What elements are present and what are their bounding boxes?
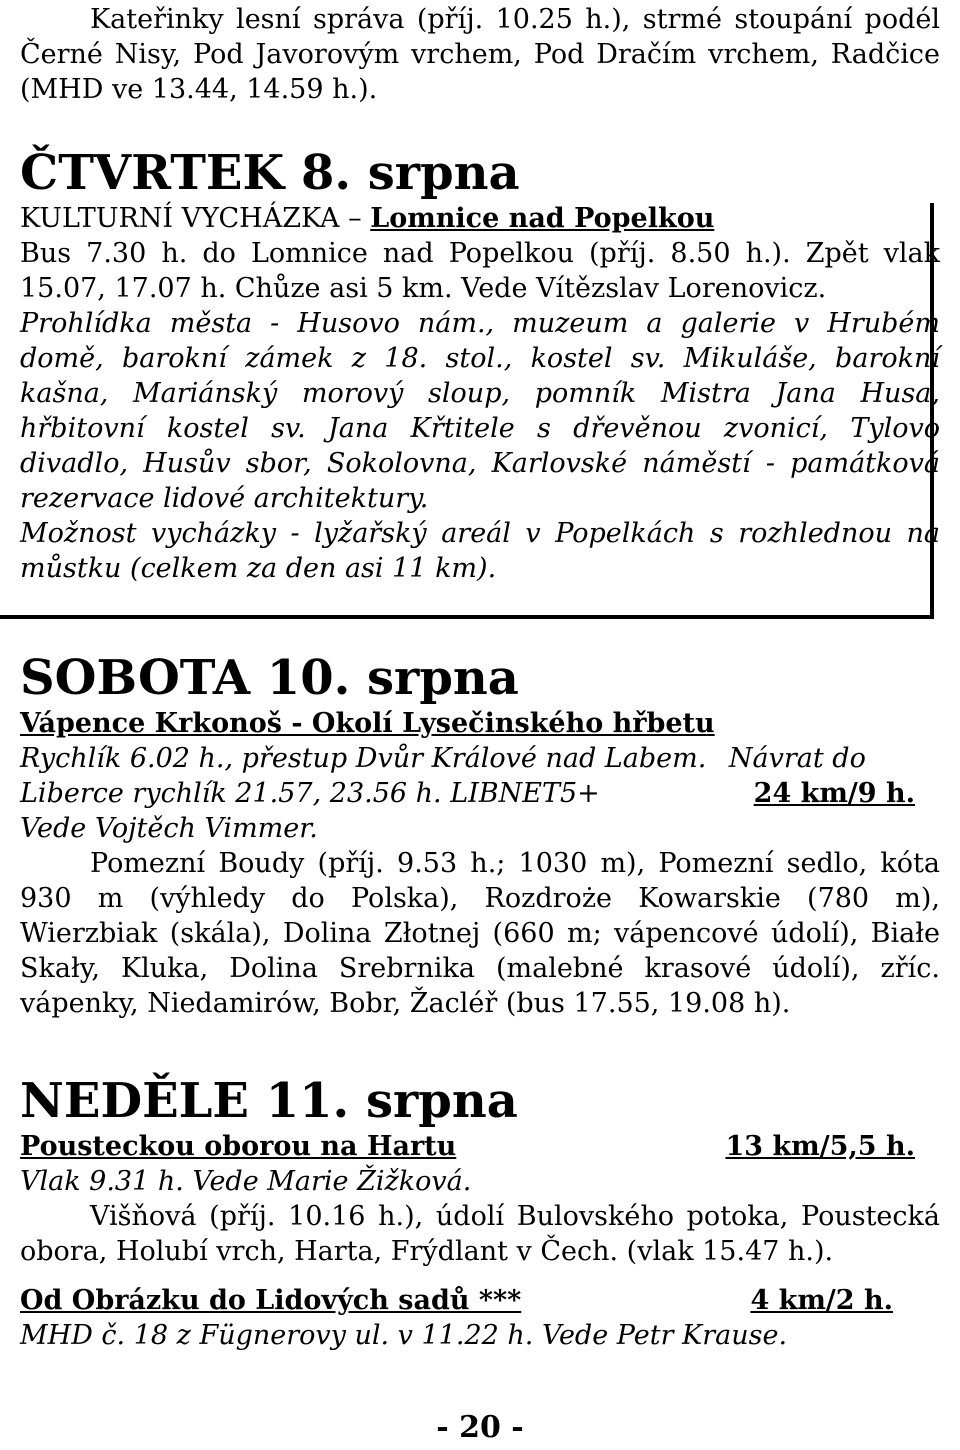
page-number: - 20 -: [436, 1410, 524, 1445]
thursday-frame: [0, 203, 934, 619]
thursday-option: Možnost vycházky - lyžařský areál v Popelkách s rozhlednou na můstku (celkem za den asi 11 km).: [20, 518, 940, 584]
saturday-title: Vápence Krkonoš - Okolí Lysečinského hřbetu: [20, 708, 715, 739]
saturday-route: Pomezní Boudy (příj. 9.53 h.; 1030 m), Pomezní sedlo, kóta 930 m (výhledy do Polska), Rozdroże Kowarskie (780 m), Wierzbiak (skála), Dolina Złotnej (660 m; vápencové údolí), Białe Skały, Kluka, Dolina Srebrnika (malebné krasové údolí), zříc. vápenky, Niedamirów, Bobr, Žacléř (bus 17.55, 19.08 h).: [20, 848, 940, 1019]
saturday-transport-line2: [20, 776, 915, 811]
thursday-title-place: Lomnice nad Popelkou: [370, 203, 715, 234]
saturday-transport-1: Rychlík 6.02 h., přestup Dvůr Králové nad Labem.: [20, 743, 707, 774]
saturday-section: [20, 650, 940, 1021]
saturday-distance: 24 km/9 h.: [753, 778, 915, 809]
thursday-heading: ČTVRTEK 8. srpna: [20, 145, 520, 201]
sunday-trip2-distance: 4 km/2 h.: [750, 1285, 893, 1316]
sunday-trip2-transport: MHD č. 18 z Fügnerovy ul. v 11.22 h. Vede Petr Krause.: [20, 1320, 788, 1351]
saturday-transport-2: Návrat do: [728, 743, 866, 774]
saturday-guide: Vede Vojtěch Vimmer.: [20, 813, 318, 844]
sunday-trip1-transport: Vlak 9.31 h. Vede Marie Žižková.: [20, 1166, 472, 1197]
thursday-title-prefix: KULTURNÍ VYCHÁZKA –: [20, 203, 371, 234]
saturday-transport-3: Liberce rychlík 21.57, 23.56 h. LIBNET5+: [20, 778, 600, 809]
sunday-section: [20, 1073, 940, 1353]
sunday-trip1-header: [20, 1129, 915, 1164]
saturday-heading: SOBOTA 10. srpna: [20, 650, 519, 706]
saturday-transport-line1: [20, 741, 940, 776]
intro-paragraph: Kateřinky lesní správa (příj. 10.25 h.), strmé stoupání podél Černé Nisy, Pod Javorovým vrchem, Pod Dračím vrchem, Radčice (MHD ve 13.44, 14.59 h.).: [20, 4, 940, 105]
thursday-transport: Bus 7.30 h. do Lomnice nad Popelkou (příj. 8.50 h.). Zpět vlak 15.07, 17.07 h. Chůze asi 5 km. Vede Vítězslav Lorenovicz.: [20, 238, 940, 304]
sunday-trip2-title: Od Obrázku do Lidových sadů ***: [20, 1285, 522, 1316]
sunday-heading: NEDĚLE 11. srpna: [20, 1073, 518, 1129]
sunday-trip1-distance: 13 km/5,5 h.: [725, 1131, 915, 1162]
sunday-trip1-route: Višňová (příj. 10.16 h.), údolí Bulovského potoka, Poustecká obora, Holubí vrch, Harta, Frýdlant v Čech. (vlak 15.47 h.).: [20, 1201, 940, 1267]
sunday-trip2-header: [20, 1283, 893, 1318]
thursday-description: Prohlídka města - Husovo nám., muzeum a galerie v Hrubém domě, barokní zámek z 18. stol., kostel sv. Mikuláše, barokní kašna, Mariánský morový sloup, pomník Mistra Jana Husa, hřbitovní kostel sv. Jana Křtitele s dřevěnou zvonicí, Tylovo divadlo, Husův sbor, Sokolovna, Karlovské náměstí - památková rezervace lidové architektury.: [20, 308, 940, 514]
sunday-trip1-title: Pousteckou oborou na Hartu: [20, 1131, 457, 1162]
